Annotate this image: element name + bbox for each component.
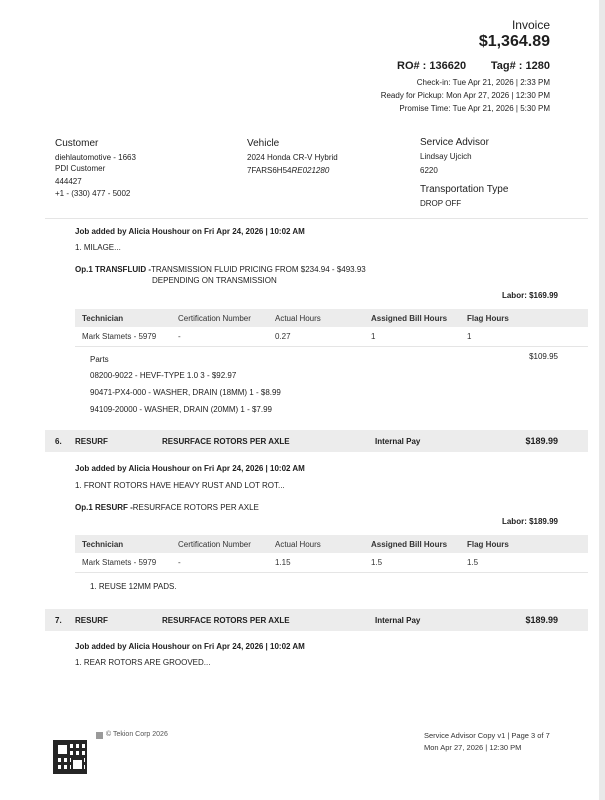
th-technician: Technician <box>82 540 124 549</box>
invoice-total: $1,364.89 <box>478 33 550 50</box>
job6-labor: Labor: $189.99 <box>501 517 558 526</box>
customer-line2: PDI Customer <box>55 164 106 173</box>
vehicle-vin <box>247 165 329 176</box>
vin-part-b: RE021280 <box>291 166 330 175</box>
divider <box>45 218 588 219</box>
invoice-label: Invoice <box>511 18 550 32</box>
transport-type: DROP OFF <box>420 199 462 208</box>
part-line: 90471-PX4-000 - WASHER, DRAIN (18MM) 1 - $8.99 <box>90 388 281 397</box>
job5-op-code: Op.1 TRANSFLUID - <box>75 265 151 274</box>
td-flag: 1.5 <box>467 558 479 567</box>
job6-op-code: Op.1 RESURF - <box>75 503 133 512</box>
job7-pay-type: Internal Pay <box>375 616 421 625</box>
job7-header-band <box>45 609 588 631</box>
customer-line3: 444427 <box>55 177 82 186</box>
vin-part-a: 7FARS6H54 <box>247 166 292 175</box>
job6-header-band <box>45 430 588 452</box>
job7-note: 1. REAR ROTORS ARE GROOVED... <box>75 658 211 667</box>
th-assigned: Assigned Bill Hours <box>371 540 448 549</box>
td-actual: 1.15 <box>275 558 291 567</box>
copy-page-info: Service Advisor Copy v1 | Page 3 of 7 <box>424 731 550 740</box>
th-actual: Actual Hours <box>275 540 321 549</box>
divider <box>75 346 588 347</box>
ro-number: RO# : 136620 <box>397 60 467 72</box>
job5-labor: Labor: $169.99 <box>501 291 558 300</box>
job7-added: Job added by Alicia Houshour on Fri Apr 24, 2026 | 10:02 AM <box>75 642 305 651</box>
parts-label: Parts <box>90 355 109 364</box>
part-line: 08200-9022 - HEVF-TYPE 1.0 3 - $92.97 <box>90 371 237 380</box>
td-assigned: 1.5 <box>371 558 383 567</box>
td-technician: Mark Stamets - 5979 <box>82 558 157 567</box>
vehicle-model: 2024 Honda CR-V Hybrid <box>247 153 338 162</box>
th-flag: Flag Hours <box>467 314 509 323</box>
print-date: Mon Apr 27, 2026 | 12:30 PM <box>424 743 522 752</box>
job5-table-header <box>75 309 588 327</box>
th-cert: Certification Number <box>178 314 251 323</box>
td-technician: Mark Stamets - 5979 <box>82 332 157 341</box>
th-assigned: Assigned Bill Hours <box>371 314 448 323</box>
job6-tech-note: 1. REUSE 12MM PADS. <box>90 582 177 591</box>
tekion-logo-icon <box>96 732 103 739</box>
th-flag: Flag Hours <box>467 540 509 549</box>
job6-note: 1. FRONT ROTORS HAVE HEAVY RUST AND LOT ROT... <box>75 481 285 490</box>
job7-code: RESURF <box>75 616 108 625</box>
job6-op <box>75 503 259 512</box>
td-actual: 0.27 <box>275 332 291 341</box>
job6-number: 6. <box>55 437 62 446</box>
td-assigned: 1 <box>371 332 376 341</box>
advisor-id: 6220 <box>420 166 438 175</box>
job5-note: 1. MILAGE... <box>75 243 121 252</box>
copyright: © Tekion Corp 2026 <box>106 731 168 738</box>
checkin-time: Check-in: Tue Apr 21, 2026 | 2:33 PM <box>416 78 550 87</box>
advisor-label: Service Advisor <box>420 137 489 148</box>
job6-description: RESURFACE ROTORS PER AXLE <box>162 437 290 446</box>
job6-code: RESURF <box>75 437 108 446</box>
th-actual: Actual Hours <box>275 314 321 323</box>
divider <box>75 572 588 573</box>
th-technician: Technician <box>82 314 124 323</box>
job7-number: 7. <box>55 616 62 625</box>
job7-amount: $189.99 <box>525 615 558 625</box>
customer-phone: +1 - (330) 477 - 5002 <box>55 189 131 198</box>
qr-code <box>53 740 87 774</box>
job5-op-desc: TRANSMISSION FLUID PRICING FROM $234.94 - $493.93 <box>151 265 366 274</box>
advisor-name: Lindsay Ujcich <box>420 152 472 161</box>
job5-op-desc2: DEPENDING ON TRANSMISSION <box>152 276 277 285</box>
td-cert: - <box>178 332 181 341</box>
customer-label: Customer <box>55 138 99 149</box>
job6-added: Job added by Alicia Houshour on Fri Apr 24, 2026 | 10:02 AM <box>75 464 305 473</box>
tag-number: Tag# : 1280 <box>490 60 550 72</box>
th-cert: Certification Number <box>178 540 251 549</box>
job6-table-header <box>75 535 588 553</box>
customer-line1: diehlautomotive - 1663 <box>55 153 136 162</box>
promise-time: Promise Time: Tue Apr 21, 2026 | 5:30 PM <box>399 104 550 113</box>
job5-added: Job added by Alicia Houshour on Fri Apr 24, 2026 | 10:02 AM <box>75 227 305 236</box>
scan-edge <box>599 0 605 800</box>
job7-description: RESURFACE ROTORS PER AXLE <box>162 616 290 625</box>
job6-amount: $189.99 <box>525 436 558 446</box>
parts-total: $109.95 <box>529 352 558 361</box>
job6-op-desc: RESURFACE ROTORS PER AXLE <box>132 503 259 512</box>
td-flag: 1 <box>467 332 472 341</box>
vehicle-label: Vehicle <box>247 138 280 149</box>
transport-label: Transportation Type <box>420 184 509 195</box>
part-line: 94109-20000 - WASHER, DRAIN (20MM) 1 - $7.99 <box>90 405 272 414</box>
job5-op <box>75 265 366 274</box>
td-cert: - <box>178 558 181 567</box>
ready-time: Ready for Pickup: Mon Apr 27, 2026 | 12:30 PM <box>380 91 550 100</box>
job6-pay-type: Internal Pay <box>375 437 421 446</box>
